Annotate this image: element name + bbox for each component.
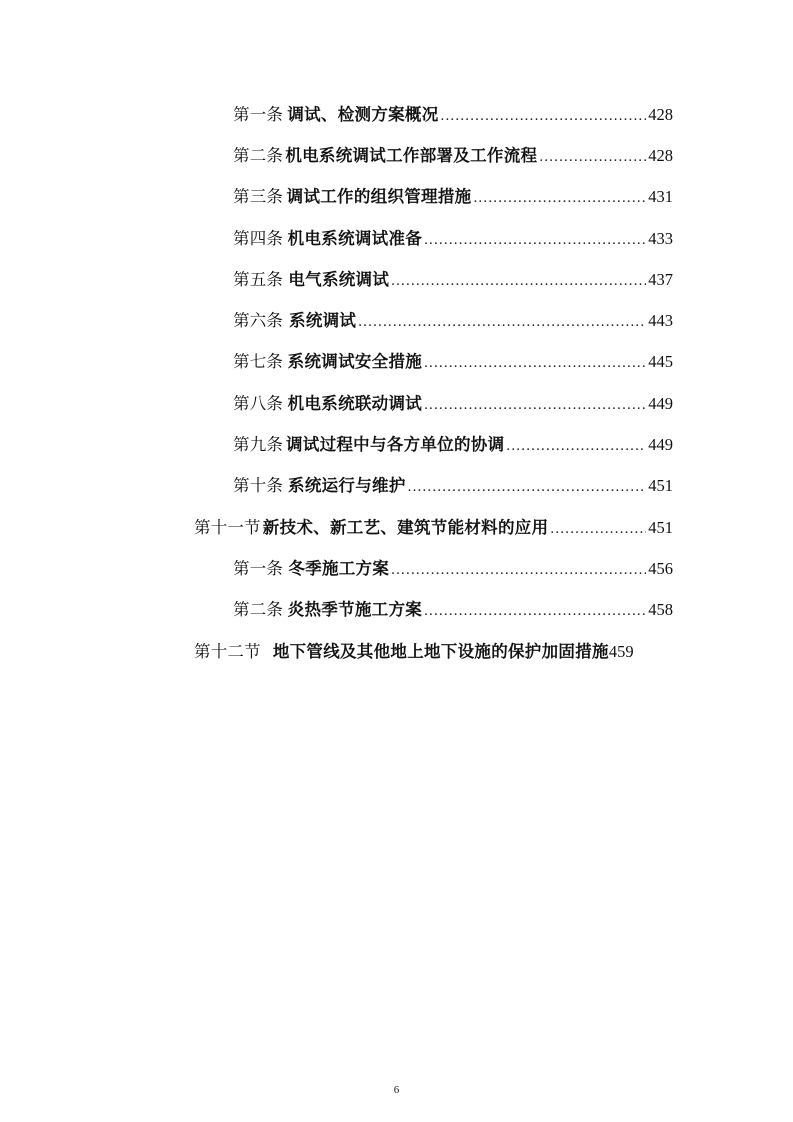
toc-article-row[interactable] [233, 381, 673, 422]
toc-dot-leader [473, 190, 646, 207]
toc-entry-title: 机电系统调试工作部署及工作流程 [285, 145, 538, 165]
toc-row-content [233, 266, 673, 290]
toc-entry-title: 地下管线及其他地上地下设施的保护加固措施 [272, 641, 609, 661]
toc-dot-leader [424, 355, 646, 372]
toc-entry-title: 电气系统调试 [288, 269, 390, 289]
toc-row-content [233, 555, 673, 579]
toc-entry-page: 456 [648, 558, 673, 578]
toc-article-row[interactable] [233, 422, 673, 463]
toc-dot-leader [424, 603, 646, 620]
toc-row-content [233, 183, 673, 207]
toc-article-row[interactable] [233, 588, 673, 629]
toc-entry-page: 459 [608, 641, 634, 661]
toc-entry-number: 第九条 [233, 435, 284, 455]
toc-article-row[interactable] [233, 546, 673, 587]
toc-row-content [233, 348, 673, 372]
toc-entry-number: 第一条 [233, 104, 284, 124]
toc-article-row[interactable] [233, 175, 673, 216]
toc-entry-page: 449 [648, 393, 673, 413]
toc-entry-number: 第八条 [233, 393, 284, 413]
toc-article-row[interactable] [233, 464, 673, 505]
toc-row-content [233, 596, 673, 620]
toc-entry-title: 系统调试 [289, 311, 357, 331]
toc-article-row[interactable] [233, 298, 673, 339]
toc-article-row[interactable] [233, 216, 673, 257]
toc-entry-number: 第二条 [233, 145, 284, 165]
toc-row-content [233, 472, 673, 496]
toc-entry-page: 428 [648, 104, 673, 124]
toc-section-row[interactable] [194, 505, 673, 546]
toc-entry-title: 系统运行与维护 [288, 476, 406, 496]
toc-article-row[interactable] [233, 92, 673, 133]
toc-entry-number: 第四条 [233, 228, 284, 248]
toc-entry-title: 冬季施工方案 [288, 558, 390, 578]
toc-dot-leader [391, 562, 646, 579]
toc-row-content [233, 101, 673, 125]
toc-entry-page: 431 [648, 187, 673, 207]
toc-entry-number: 第十条 [233, 476, 284, 496]
toc-entry-number: 第七条 [233, 352, 284, 372]
toc-dot-leader [424, 232, 646, 249]
table-of-contents [0, 92, 793, 670]
toc-row-content [233, 225, 673, 249]
toc-article-row[interactable] [233, 133, 673, 174]
toc-dot-leader [506, 438, 646, 455]
toc-entry-title: 调试过程中与各方单位的协调 [285, 435, 505, 455]
toc-entry-number: 第三条 [233, 187, 284, 207]
toc-dot-leader [539, 149, 646, 166]
toc-entry-page: 458 [648, 600, 673, 620]
toc-entry-page: 428 [648, 145, 673, 165]
toc-article-row[interactable] [233, 340, 673, 381]
toc-row-content [233, 431, 673, 455]
toc-entry-number: 第六条 [233, 311, 284, 331]
toc-entry-page: 451 [648, 517, 673, 537]
toc-entry-number: 第十一节 [194, 517, 261, 537]
toc-entry-page: 451 [648, 476, 673, 496]
toc-dot-leader [358, 314, 646, 331]
toc-entry-page: 443 [648, 311, 673, 331]
toc-entry-title: 系统调试安全措施 [287, 352, 423, 372]
toc-entry-page: 449 [648, 435, 673, 455]
toc-entry-number: 第五条 [233, 269, 284, 289]
toc-row-content [194, 638, 673, 662]
toc-article-row[interactable] [233, 257, 673, 298]
toc-row-content [233, 307, 673, 331]
toc-dot-leader [408, 479, 647, 496]
toc-entry-title: 调试、检测方案概况 [287, 104, 439, 124]
page-number: 6 [393, 1084, 400, 1096]
toc-row-content [233, 142, 673, 166]
toc-entry-number: 第十二节 [194, 641, 261, 661]
toc-row-content [194, 514, 673, 538]
toc-dot-leader [391, 273, 646, 290]
toc-entry-page: 437 [648, 269, 673, 289]
toc-dot-leader [424, 397, 646, 414]
toc-entry-title: 机电系统联动调试 [287, 393, 423, 413]
toc-entry-title: 炎热季节施工方案 [287, 600, 423, 620]
toc-entry-title: 新技术、新工艺、建筑节能材料的应用 [262, 517, 549, 537]
toc-entry-title: 调试工作的组织管理措施 [286, 187, 472, 207]
toc-entry-page: 433 [648, 228, 673, 248]
toc-entry-number: 第二条 [233, 600, 284, 620]
toc-dot-leader [550, 521, 646, 538]
toc-row-content [233, 390, 673, 414]
toc-section-row[interactable] [194, 629, 673, 670]
toc-dot-leader [441, 108, 647, 125]
toc-entry-page: 445 [648, 352, 673, 372]
toc-entry-title: 机电系统调试准备 [287, 228, 423, 248]
toc-entry-number: 第一条 [233, 558, 284, 578]
